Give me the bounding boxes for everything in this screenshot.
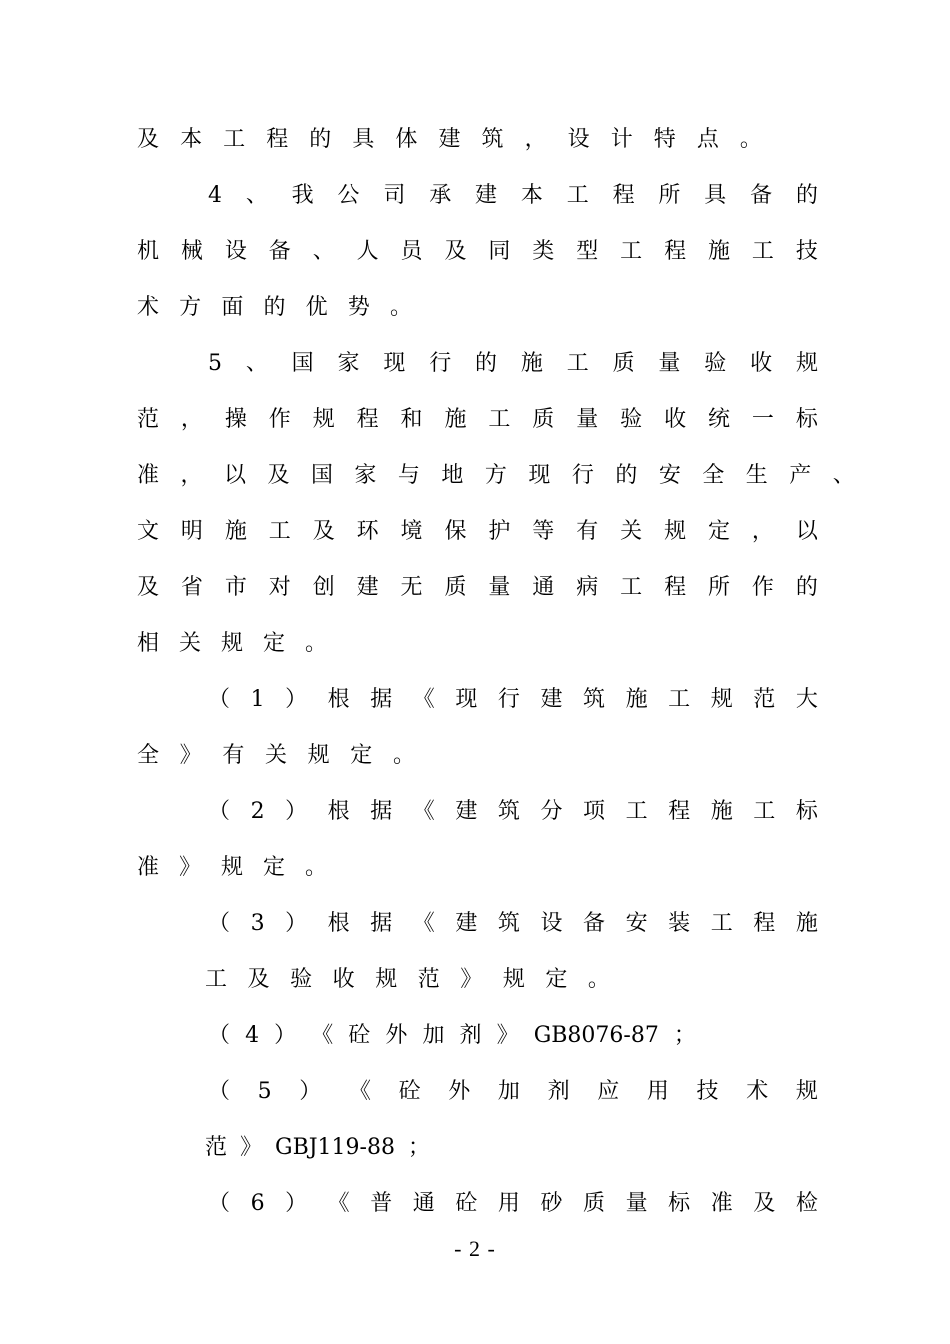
text-glyph: 产 <box>789 463 812 488</box>
text-glyph: 加 <box>497 1079 520 1104</box>
text-glyph: ） <box>274 1023 297 1048</box>
text-glyph: 标 <box>668 1191 691 1216</box>
text-glyph: 。 <box>304 855 327 880</box>
text-line <box>208 904 818 944</box>
text-glyph: 规 <box>307 743 330 768</box>
text-glyph: 械 <box>180 239 203 264</box>
text-glyph: 一 <box>751 407 774 432</box>
text-glyph: 量 <box>658 351 681 376</box>
text-glyph: 面 <box>221 295 244 320</box>
text-line <box>137 848 327 888</box>
text-glyph: 装 <box>668 911 691 936</box>
text-glyph: 4 <box>208 183 222 208</box>
text-glyph: 程 <box>664 239 687 264</box>
text-glyph: 4 <box>245 1023 260 1048</box>
text-glyph: 范 <box>753 687 776 712</box>
text-glyph: 施 <box>625 687 648 712</box>
text-glyph: 质 <box>583 1191 606 1216</box>
text-glyph: 类 <box>532 239 555 264</box>
text-glyph: 明 <box>180 519 203 544</box>
text-glyph: （ <box>208 1023 231 1048</box>
text-glyph: 剂 <box>459 1023 482 1048</box>
text-glyph: 规 <box>375 967 398 992</box>
text-glyph: 程 <box>753 911 776 936</box>
text-glyph: 筑 <box>497 799 520 824</box>
text-glyph: 全 <box>702 463 725 488</box>
text-glyph: 规 <box>795 1079 818 1104</box>
text-glyph: 现 <box>455 687 478 712</box>
text-line <box>137 120 762 160</box>
text-glyph: 施 <box>224 519 247 544</box>
text-glyph: 建 <box>455 799 478 824</box>
text-glyph: 备 <box>583 911 606 936</box>
text-line <box>137 288 412 328</box>
text-glyph: 建 <box>475 183 498 208</box>
text-line <box>208 680 818 720</box>
text-glyph: 工 <box>488 407 511 432</box>
text-glyph: 根 <box>327 799 350 824</box>
page-number: - 2 - <box>454 1236 496 1261</box>
text-glyph: 所 <box>707 575 730 600</box>
text-glyph: ） <box>285 1191 308 1216</box>
text-glyph: 《 <box>412 687 435 712</box>
text-glyph: 范 <box>205 1135 228 1160</box>
text-glyph: 司 <box>383 183 406 208</box>
text-glyph: （ <box>208 1191 231 1216</box>
text-glyph: 》 <box>496 1023 519 1048</box>
text-glyph: 5 <box>257 1079 272 1104</box>
text-glyph: 对 <box>268 575 291 600</box>
text-glyph: 关 <box>178 631 201 656</box>
text-glyph: 1 <box>250 687 265 712</box>
text-glyph: 保 <box>444 519 467 544</box>
text-glyph: 验 <box>620 407 643 432</box>
text-glyph: 全 <box>137 743 160 768</box>
text-glyph: 《 <box>412 799 435 824</box>
text-glyph: 的 <box>795 575 818 600</box>
text-glyph: 、 <box>245 351 268 376</box>
text-glyph: 建 <box>356 575 379 600</box>
text-glyph: 国 <box>291 351 314 376</box>
text-glyph: 的 <box>309 127 332 152</box>
text-glyph: 本 <box>180 127 203 152</box>
text-line <box>137 624 327 664</box>
text-glyph: 。 <box>392 743 415 768</box>
text-glyph: 设 <box>224 239 247 264</box>
text-glyph: 、 <box>245 183 268 208</box>
text-glyph: ） <box>299 1079 322 1104</box>
text-glyph: 据 <box>370 799 393 824</box>
text-glyph: 的 <box>263 295 286 320</box>
text-glyph: 体 <box>395 127 418 152</box>
text-glyph: 本 <box>520 183 543 208</box>
text-glyph: ； <box>407 1135 430 1160</box>
text-glyph: 《 <box>327 1191 350 1216</box>
text-glyph: 项 <box>583 799 606 824</box>
text-glyph: 及 <box>267 463 290 488</box>
text-glyph: 及 <box>312 519 335 544</box>
text-glyph: 用 <box>497 1191 520 1216</box>
text-glyph: 具 <box>352 127 375 152</box>
text-glyph: 》 <box>240 1135 263 1160</box>
text-glyph: 准 <box>137 463 160 488</box>
text-glyph: 筑 <box>583 687 606 712</box>
text-glyph: 、 <box>832 463 855 488</box>
text-glyph: 剂 <box>547 1079 570 1104</box>
text-glyph: 病 <box>576 575 599 600</box>
text-glyph: 建 <box>438 127 461 152</box>
text-glyph: 施 <box>707 239 730 264</box>
text-glyph: 准 <box>137 855 160 880</box>
text-glyph: 行 <box>497 687 520 712</box>
text-line <box>208 792 818 832</box>
text-glyph: 势 <box>347 295 370 320</box>
text-glyph: 技 <box>696 1079 719 1104</box>
text-glyph: 筑 <box>481 127 504 152</box>
text-glyph: 工 <box>668 687 691 712</box>
text-glyph: 的 <box>615 463 638 488</box>
text-glyph: 市 <box>224 575 247 600</box>
text-glyph: 程 <box>668 799 691 824</box>
text-glyph: 工 <box>566 183 589 208</box>
text-glyph: 规 <box>710 687 733 712</box>
text-glyph: 环 <box>356 519 379 544</box>
text-glyph: 筑 <box>497 911 520 936</box>
text-glyph: 方 <box>179 295 202 320</box>
text-glyph: 护 <box>488 519 511 544</box>
text-glyph: 文 <box>137 519 160 544</box>
text-glyph: 及 <box>444 239 467 264</box>
text-glyph: 我 <box>291 183 314 208</box>
text-line <box>137 456 855 496</box>
text-glyph: 。 <box>739 127 762 152</box>
text-glyph: ， <box>751 519 774 544</box>
text-glyph: 》 <box>179 743 202 768</box>
text-glyph: 通 <box>532 575 555 600</box>
text-glyph: 2 <box>250 799 265 824</box>
text-glyph: 准 <box>710 1191 733 1216</box>
text-glyph: 相 <box>137 631 160 656</box>
text-glyph: （ <box>208 911 231 936</box>
text-glyph: 量 <box>576 407 599 432</box>
text-glyph: 关 <box>620 519 643 544</box>
text-glyph: 。 <box>389 295 412 320</box>
text-glyph: ） <box>285 799 308 824</box>
text-glyph: 》 <box>460 967 483 992</box>
text-glyph: 工 <box>625 799 648 824</box>
text-glyph: 3 <box>250 911 265 936</box>
text-line <box>137 232 818 272</box>
text-glyph: 质 <box>612 351 635 376</box>
text-glyph: 验 <box>704 351 727 376</box>
text-glyph: 分 <box>540 799 563 824</box>
text-glyph: 工 <box>753 799 776 824</box>
text-glyph: 检 <box>795 1191 818 1216</box>
text-glyph: 作 <box>751 575 774 600</box>
text-glyph: 质 <box>444 575 467 600</box>
text-glyph: 。 <box>304 631 327 656</box>
text-glyph: 量 <box>625 1191 648 1216</box>
text-glyph: 据 <box>370 687 393 712</box>
text-glyph: ； <box>673 1023 696 1048</box>
text-glyph: 根 <box>327 911 350 936</box>
text-glyph: ， <box>524 127 547 152</box>
text-line <box>137 400 818 440</box>
text-glyph: 定 <box>262 855 285 880</box>
text-glyph: 以 <box>795 519 818 544</box>
text-glyph: 砼 <box>348 1023 371 1048</box>
text-line <box>208 344 818 384</box>
text-glyph: 定 <box>350 743 373 768</box>
text-glyph: 家 <box>337 351 360 376</box>
text-glyph: 工 <box>223 127 246 152</box>
text-line <box>205 960 610 1000</box>
text-glyph: 砂 <box>540 1191 563 1216</box>
text-glyph: ， <box>180 463 203 488</box>
text-glyph: 人 <box>356 239 379 264</box>
text-glyph: 备 <box>750 183 773 208</box>
text-glyph: 关 <box>264 743 287 768</box>
text-glyph: 定 <box>262 631 285 656</box>
text-glyph: 程 <box>356 407 379 432</box>
text-glyph: 应 <box>597 1079 620 1104</box>
text-glyph: 建 <box>540 687 563 712</box>
text-glyph: 生 <box>745 463 768 488</box>
text-glyph: 普 <box>370 1191 393 1216</box>
text-glyph: 及 <box>137 575 160 600</box>
text-glyph: 据 <box>370 911 393 936</box>
text-glyph: 砼 <box>398 1079 421 1104</box>
text-glyph: 备 <box>268 239 291 264</box>
text-line <box>208 176 818 216</box>
text-line <box>137 736 415 776</box>
text-line <box>137 568 818 608</box>
text-glyph: 同 <box>488 239 511 264</box>
text-glyph: 行 <box>429 351 452 376</box>
text-glyph: 操 <box>224 407 247 432</box>
text-glyph: 现 <box>528 463 551 488</box>
text-glyph: 工 <box>268 519 291 544</box>
text-glyph: 统 <box>707 407 730 432</box>
text-glyph: 标 <box>795 799 818 824</box>
text-glyph: 等 <box>532 519 555 544</box>
text-glyph: 的 <box>795 183 818 208</box>
text-glyph: 规 <box>664 519 687 544</box>
text-glyph: 用 <box>646 1079 669 1104</box>
text-glyph: 术 <box>137 295 160 320</box>
text-glyph: 工 <box>620 239 643 264</box>
text-glyph: 具 <box>704 183 727 208</box>
text-glyph: 工 <box>751 239 774 264</box>
text-glyph: 有 <box>576 519 599 544</box>
text-glyph: 收 <box>332 967 355 992</box>
text-glyph: 安 <box>625 911 648 936</box>
text-glyph: 计 <box>610 127 633 152</box>
text-glyph: 。 <box>587 967 610 992</box>
text-glyph: 《 <box>412 911 435 936</box>
text-glyph: 《 <box>348 1079 371 1104</box>
text-glyph: 施 <box>520 351 543 376</box>
text-glyph: 承 <box>429 183 452 208</box>
text-glyph: GBJ119-88 <box>275 1135 395 1160</box>
text-glyph: 家 <box>354 463 377 488</box>
text-glyph: 术 <box>746 1079 769 1104</box>
text-line <box>205 1128 430 1168</box>
text-glyph: 外 <box>385 1023 408 1048</box>
text-glyph: 标 <box>795 407 818 432</box>
text-glyph: 和 <box>400 407 423 432</box>
text-glyph: 建 <box>455 911 478 936</box>
text-glyph: 质 <box>532 407 555 432</box>
text-glyph: 6 <box>250 1191 265 1216</box>
text-glyph: 定 <box>545 967 568 992</box>
text-glyph: 施 <box>795 911 818 936</box>
text-glyph: 施 <box>710 799 733 824</box>
text-glyph: 定 <box>707 519 730 544</box>
text-glyph: 加 <box>422 1023 445 1048</box>
text-glyph: 公 <box>337 183 360 208</box>
text-glyph: 程 <box>266 127 289 152</box>
text-glyph: 境 <box>400 519 423 544</box>
text-glyph: 设 <box>567 127 590 152</box>
text-glyph: 无 <box>400 575 423 600</box>
text-glyph: 所 <box>658 183 681 208</box>
text-glyph: GB8076-87 <box>533 1023 659 1048</box>
text-glyph: 程 <box>612 183 635 208</box>
text-glyph: 及 <box>753 1191 776 1216</box>
text-glyph: 及 <box>137 127 160 152</box>
text-glyph: 规 <box>312 407 335 432</box>
text-glyph: 验 <box>290 967 313 992</box>
text-line <box>208 1016 696 1056</box>
text-glyph: 方 <box>484 463 507 488</box>
text-glyph: 地 <box>441 463 464 488</box>
text-glyph: 规 <box>502 967 525 992</box>
text-glyph: 规 <box>220 631 243 656</box>
text-glyph: 优 <box>305 295 328 320</box>
text-glyph: ） <box>285 687 308 712</box>
text-line <box>208 1072 818 1112</box>
text-glyph: ） <box>285 911 308 936</box>
text-glyph: （ <box>208 1079 231 1104</box>
text-line <box>137 512 818 552</box>
text-glyph: 员 <box>400 239 423 264</box>
text-glyph: 安 <box>658 463 681 488</box>
text-glyph: 范 <box>417 967 440 992</box>
text-glyph: 国 <box>310 463 333 488</box>
text-glyph: 规 <box>795 351 818 376</box>
text-glyph: ， <box>180 407 203 432</box>
text-glyph: 型 <box>576 239 599 264</box>
text-glyph: （ <box>208 687 231 712</box>
text-glyph: 作 <box>268 407 291 432</box>
text-glyph: 《 <box>311 1023 334 1048</box>
text-glyph: 以 <box>223 463 246 488</box>
text-glyph: 现 <box>383 351 406 376</box>
text-glyph: 设 <box>540 911 563 936</box>
text-glyph: 通 <box>412 1191 435 1216</box>
text-glyph: （ <box>208 799 231 824</box>
text-glyph: 有 <box>222 743 245 768</box>
text-glyph: 根 <box>327 687 350 712</box>
text-glyph: 施 <box>444 407 467 432</box>
text-glyph: 砼 <box>455 1191 478 1216</box>
text-glyph: 外 <box>448 1079 471 1104</box>
text-glyph: 省 <box>180 575 203 600</box>
text-glyph: 特 <box>653 127 676 152</box>
text-glyph: 的 <box>475 351 498 376</box>
text-glyph: 行 <box>571 463 594 488</box>
text-line <box>208 1184 818 1224</box>
text-glyph: 与 <box>397 463 420 488</box>
text-glyph: 工 <box>620 575 643 600</box>
text-glyph: 机 <box>137 239 160 264</box>
text-glyph: 程 <box>664 575 687 600</box>
text-glyph: 工 <box>710 911 733 936</box>
text-glyph: 大 <box>795 687 818 712</box>
text-glyph: 工 <box>205 967 228 992</box>
text-glyph: 点 <box>696 127 719 152</box>
text-glyph: 、 <box>312 239 335 264</box>
text-glyph: 规 <box>220 855 243 880</box>
text-glyph: 技 <box>795 239 818 264</box>
text-glyph: 及 <box>247 967 270 992</box>
text-glyph: 创 <box>312 575 335 600</box>
text-glyph: 工 <box>566 351 589 376</box>
text-glyph: 5 <box>208 351 222 376</box>
text-glyph: 收 <box>750 351 773 376</box>
text-glyph: 收 <box>664 407 687 432</box>
text-glyph: 量 <box>488 575 511 600</box>
text-glyph: 》 <box>178 855 201 880</box>
text-glyph: 范 <box>137 407 160 432</box>
